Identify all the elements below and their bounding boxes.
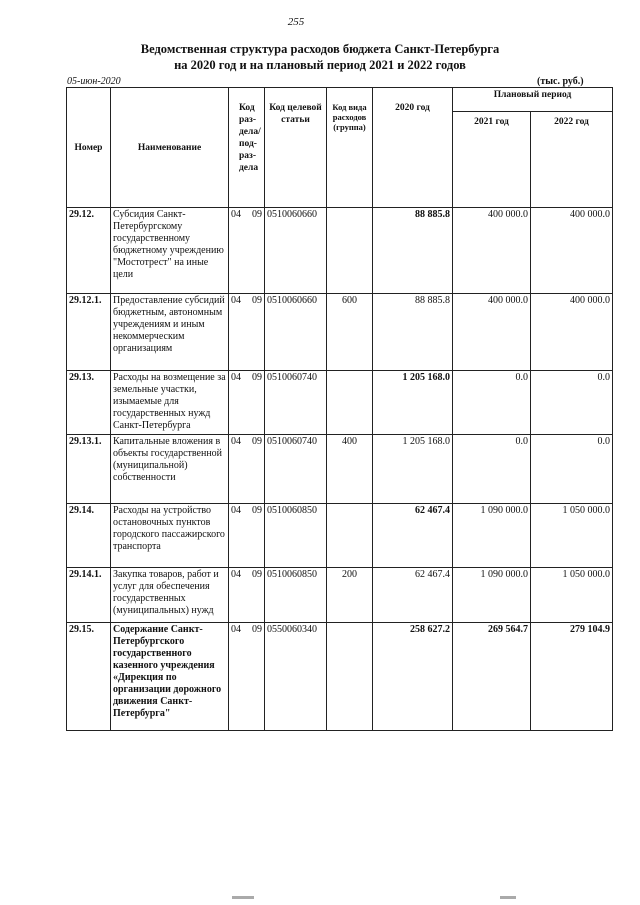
row-podrazdel: 09	[249, 208, 265, 294]
row-vr: 200	[327, 568, 373, 623]
table-row	[67, 568, 613, 623]
row-nomer: 29.15.	[67, 623, 111, 731]
table-row	[67, 208, 613, 294]
units-label: (тыс. руб.)	[537, 76, 584, 87]
row-nomer: 29.13.	[67, 371, 111, 435]
row-vr	[327, 371, 373, 435]
row-amount-2021: 269 564.7	[453, 623, 531, 731]
row-vr: 400	[327, 435, 373, 504]
header-2020: 2020 год	[373, 88, 453, 208]
row-csr: 0510060740	[265, 435, 327, 504]
row-razdel: 04	[229, 435, 249, 504]
row-amount-2022: 1 050 000.0	[531, 568, 613, 623]
title-line-2: на 2020 год и на плановый период 2021 и 2022 годов	[174, 58, 466, 72]
table-row	[67, 504, 613, 568]
row-amount-2020: 258 627.2	[373, 623, 453, 731]
row-name: Капитальные вложения в объекты государственной (муниципальной) собственности	[111, 435, 229, 504]
row-razdel: 04	[229, 294, 249, 371]
row-amount-2022: 279 104.9	[531, 623, 613, 731]
table-row	[67, 294, 613, 371]
row-name: Содержание Санкт-Петербургского государственного казенного учреждения «Дирекция по организации дорожного движения Санкт-Петербурга"	[111, 623, 229, 731]
page-number: 255	[287, 16, 305, 28]
row-name: Расходы на устройство остановочных пунктов городского пассажирского транспорта	[111, 504, 229, 568]
row-amount-2022: 1 050 000.0	[531, 504, 613, 568]
row-podrazdel: 09	[249, 568, 265, 623]
row-amount-2020: 88 885.8	[373, 208, 453, 294]
scan-artifact-left	[232, 896, 254, 899]
row-name: Субсидия Санкт-Петербургскому государственному бюджетному учреждению "Мостотрест" на иные цели	[111, 208, 229, 294]
row-csr: 0510060740	[265, 371, 327, 435]
document-date: 05-июн-2020	[67, 76, 121, 87]
row-vr	[327, 504, 373, 568]
row-amount-2021: 0.0	[453, 371, 531, 435]
header-csr: Код целевой статьи	[265, 88, 327, 208]
header-razdel: Код раз- дела/ под- раз- дела	[229, 88, 265, 208]
header-2022: 2022 год	[531, 112, 613, 208]
title-line-1: Ведомственная структура расходов бюджета Санкт-Петербурга	[140, 42, 500, 56]
row-nomer: 29.12.	[67, 208, 111, 294]
table-row	[67, 371, 613, 435]
row-csr: 0510060660	[265, 208, 327, 294]
row-amount-2022: 0.0	[531, 435, 613, 504]
row-amount-2021: 0.0	[453, 435, 531, 504]
row-podrazdel: 09	[249, 623, 265, 731]
row-podrazdel: 09	[249, 371, 265, 435]
row-vr	[327, 208, 373, 294]
row-podrazdel: 09	[249, 435, 265, 504]
row-razdel: 04	[229, 568, 249, 623]
row-amount-2021: 400 000.0	[453, 294, 531, 371]
row-razdel: 04	[229, 371, 249, 435]
header-naimenovanie: Наименование	[111, 88, 229, 208]
row-amount-2020: 88 885.8	[373, 294, 453, 371]
row-vr	[327, 623, 373, 731]
row-amount-2022: 400 000.0	[531, 294, 613, 371]
row-csr: 0550060340	[265, 623, 327, 731]
header-2021: 2021 год	[453, 112, 531, 208]
header-vr: Код вида расходов (группа)	[327, 88, 373, 208]
row-nomer: 29.14.	[67, 504, 111, 568]
row-razdel: 04	[229, 623, 249, 731]
row-amount-2022: 400 000.0	[531, 208, 613, 294]
row-razdel: 04	[229, 208, 249, 294]
row-vr: 600	[327, 294, 373, 371]
row-amount-2021: 1 090 000.0	[453, 568, 531, 623]
row-podrazdel: 09	[249, 294, 265, 371]
row-nomer: 29.12.1.	[67, 294, 111, 371]
row-nomer: 29.14.1.	[67, 568, 111, 623]
row-amount-2021: 1 090 000.0	[453, 504, 531, 568]
row-amount-2020: 62 467.4	[373, 568, 453, 623]
header-plan-period: Плановый период	[453, 88, 613, 112]
scan-artifact-right	[500, 896, 516, 899]
row-nomer: 29.13.1.	[67, 435, 111, 504]
table-row	[67, 435, 613, 504]
row-amount-2020: 1 205 168.0	[373, 435, 453, 504]
row-csr: 0510060660	[265, 294, 327, 371]
header-nomer: Номер	[67, 88, 111, 208]
row-amount-2020: 62 467.4	[373, 504, 453, 568]
row-razdel: 04	[229, 504, 249, 568]
row-csr: 0510060850	[265, 504, 327, 568]
row-csr: 0510060850	[265, 568, 327, 623]
row-podrazdel: 09	[249, 504, 265, 568]
row-amount-2021: 400 000.0	[453, 208, 531, 294]
row-name: Предоставление субсидий бюджетным, автономным учреждениям и иным некоммерческим организациям	[111, 294, 229, 371]
row-name: Расходы на возмещение за земельные участки, изымаемые для государственных нужд Санкт-Петербурга	[111, 371, 229, 435]
table-row	[67, 623, 613, 731]
table-header-row-1	[67, 88, 613, 112]
row-name: Закупка товаров, работ и услуг для обеспечения государственных (муниципальных) нужд	[111, 568, 229, 623]
budget-table	[66, 87, 613, 731]
document-title	[0, 41, 640, 73]
row-amount-2020: 1 205 168.0	[373, 371, 453, 435]
row-amount-2022: 0.0	[531, 371, 613, 435]
